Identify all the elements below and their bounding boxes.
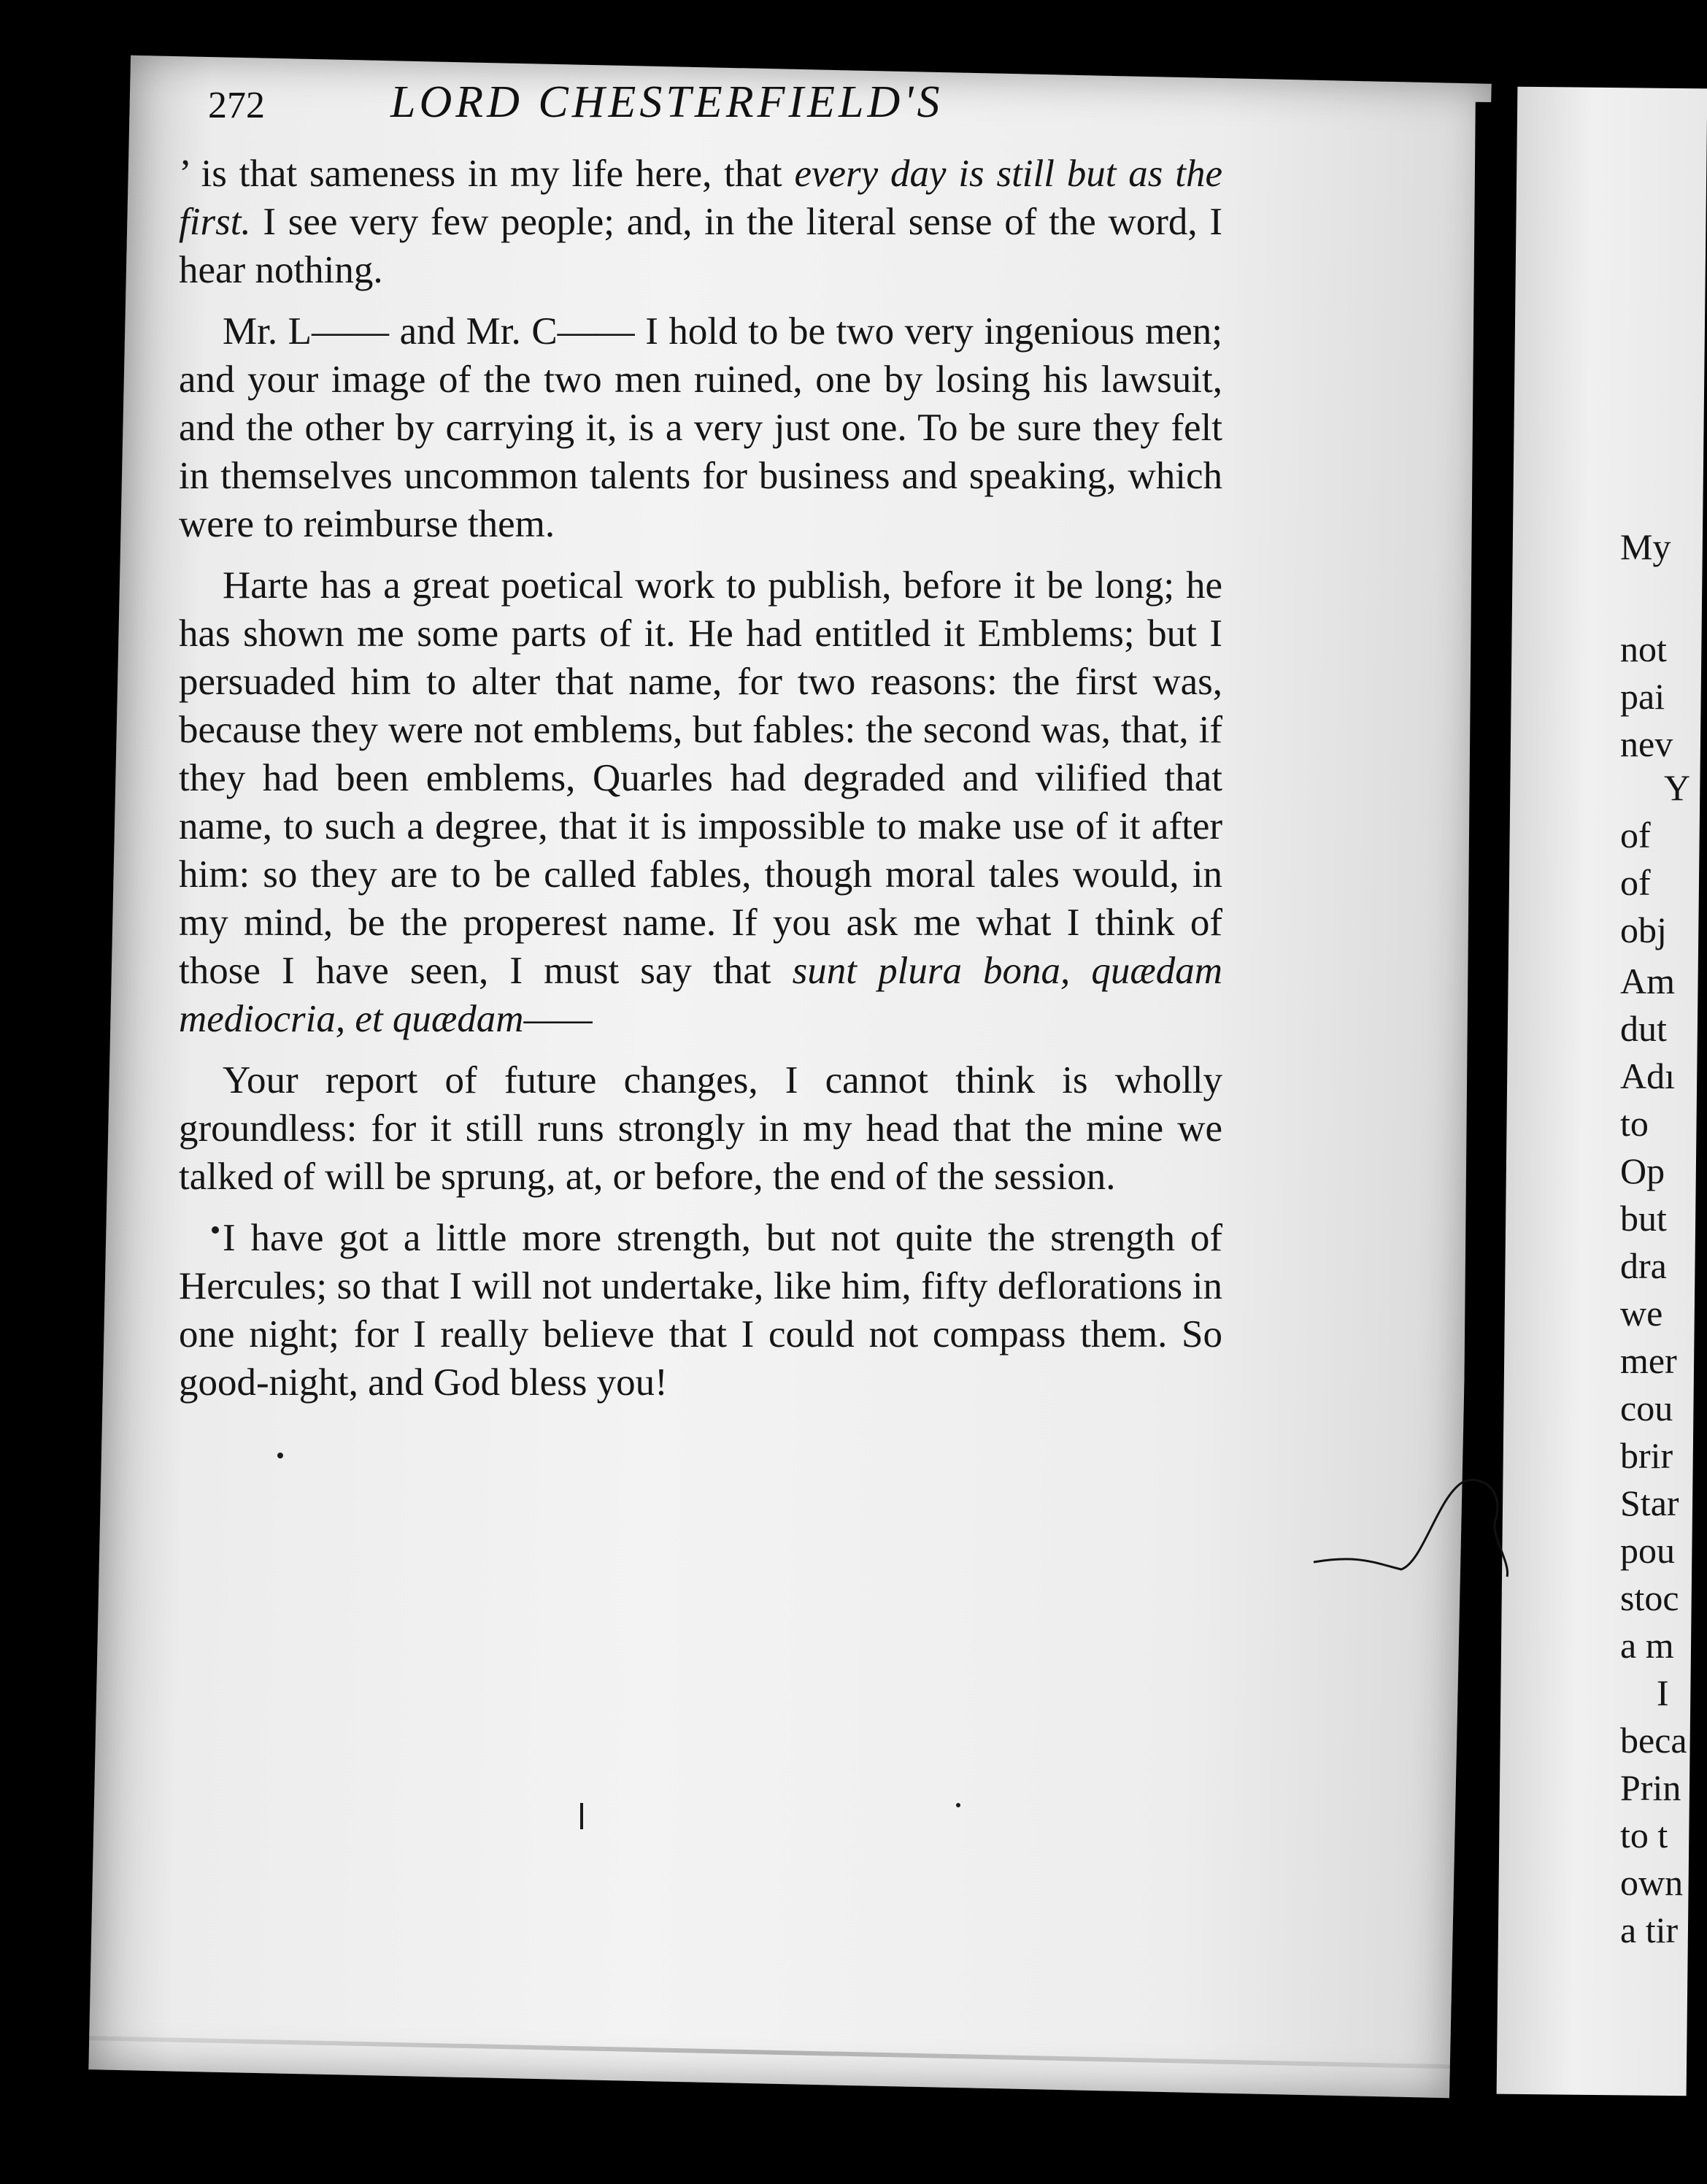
page-bottom-edge <box>89 2036 1450 2069</box>
right-page-line-fragment: Op <box>1620 1150 1665 1191</box>
right-page-line-fragment: Y <box>1664 767 1691 808</box>
paragraph <box>179 561 1222 1043</box>
paragraph <box>179 150 1222 294</box>
text-segment: I have got a little more strength, but not quite the strength of Hercules; so that I will not undertake, like him, fifty deflorations in one night; for I really believe that I could not compass them. So good-night, and God bless you! <box>179 1217 1222 1404</box>
right-page-line-fragment: a m <box>1620 1625 1674 1666</box>
right-page-line-fragment: a tir <box>1620 1910 1679 1950</box>
right-page-line-fragment: to t <box>1620 1815 1668 1856</box>
ink-speck <box>956 1803 960 1807</box>
right-page-line-fragment: dra <box>1620 1245 1667 1286</box>
text-segment: Your report of future changes, I cannot think is wholly groundless: for it still runs strongly in my head that the mine we talked of will be sprung, at, or before, the end of the session. <box>179 1059 1222 1198</box>
italic-text-segment: every day is still but as the first. <box>179 153 1222 243</box>
ink-speck <box>277 1453 283 1458</box>
ink-speck <box>580 1803 583 1829</box>
right-page-line-fragment: own <box>1620 1862 1684 1903</box>
text-segment: Mr. L—— and Mr. C—— I hold to be two very ingenious men; and your image of the two men ruined, one by losing his lawsuit, and the other by carrying it, is a very just one. To be sure they felt in themselves uncommon talents for business and speaking, which were to reimburse them. <box>179 310 1222 545</box>
right-page-line-fragment: to <box>1620 1103 1649 1144</box>
right-page-line-fragment: obj <box>1620 910 1667 950</box>
page-number: 272 <box>208 85 265 126</box>
right-page-line-fragment: of <box>1620 862 1651 903</box>
text-segment: Harte has a great poetical work to publish, before it be long; he has shown me some parts of it. He had entitled it Emblems; but I persuaded him to alter that name, for two reasons: the first was, because they were not emblems, but fables: the second was, that, if they had been emblems, Quarles had degraded and vilified that name, to such a degree, that it is impossible to make use of it after him: so they are to be called fables, though moral tales would, in my mind, be the properest name. If you ask me what I think of those I have seen, I must say that <box>179 564 1222 992</box>
right-page-line-fragment: brir <box>1620 1435 1673 1476</box>
italic-text-segment: sunt plura bona, quædam mediocria, et quædam—— <box>179 950 1223 1040</box>
right-page-line-fragment: Star <box>1620 1483 1679 1523</box>
running-head: LORD CHESTERFIELD'S <box>390 77 944 127</box>
right-page-line-fragment: not <box>1620 628 1667 669</box>
right-page-line-fragment: My <box>1620 526 1671 567</box>
right-page-line-fragment: pai <box>1620 676 1665 717</box>
body-text <box>179 150 1222 1420</box>
paragraph <box>179 1056 1222 1201</box>
right-page-line-fragment: stoc <box>1620 1577 1679 1618</box>
page-header <box>208 69 1376 150</box>
right-page-line-fragment: pou <box>1620 1530 1675 1571</box>
right-page-line-fragment: Am <box>1620 961 1675 1001</box>
right-page-line-fragment: Prin <box>1620 1767 1681 1808</box>
text-segment: ’ is that sameness in my life here, that <box>179 153 795 195</box>
right-page-line-fragment: dut <box>1620 1008 1667 1049</box>
right-page-line-fragment: cou <box>1620 1388 1673 1429</box>
right-page-line-fragment: mer <box>1620 1340 1677 1381</box>
right-page-line-fragment: of <box>1620 815 1651 855</box>
pencil-scribble <box>1270 1453 1562 1628</box>
right-page-line-fragment: nev <box>1620 723 1673 764</box>
paragraph <box>179 1214 1222 1407</box>
right-page-line-fragment: but <box>1620 1198 1667 1239</box>
ink-speck <box>212 1226 219 1234</box>
right-page-line-fragment: I <box>1657 1672 1669 1713</box>
right-page-line-fragment: beca <box>1620 1720 1687 1761</box>
right-page-line-fragment: Adı <box>1620 1056 1675 1096</box>
right-page-line-fragment: we <box>1620 1293 1663 1334</box>
text-segment: I see very few people; and, in the literal sense of the word, I hear nothing. <box>179 201 1222 291</box>
paragraph <box>179 307 1222 548</box>
